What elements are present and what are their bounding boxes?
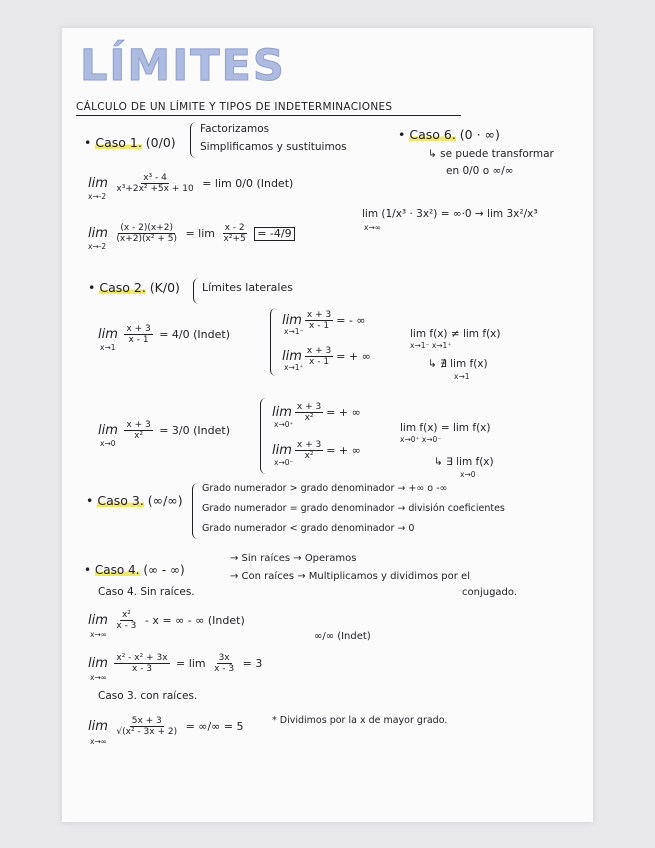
caso3b-note: * Dividimos por la x de mayor grado. xyxy=(272,715,448,726)
caso1-example-2-sub: x→-2 xyxy=(88,242,107,251)
caso3b-label: Caso 3. con raíces. xyxy=(98,690,198,702)
caso4-sin-raices: Caso 4. Sin raíces. xyxy=(98,586,195,598)
caso2-a-conclusion-sub: x→1 xyxy=(454,372,470,381)
caso3-heading: • Caso 3. (∞/∞) xyxy=(86,493,183,508)
caso2-a-compare-sub: x→1⁻ x→1⁺ xyxy=(410,341,452,350)
caso6-example: lim (1/x³ · 3x²) = ∞·0 → lim 3x²/x³ xyxy=(362,208,538,220)
caso1-option-1: Factorizamos xyxy=(200,123,270,135)
section-subtitle: CÁLCULO DE UN LÍMITE Y TIPOS DE INDETERMINACIONES xyxy=(76,101,393,113)
caso4-branch-2: → Con raíces → Multiplicamos y dividimos por el xyxy=(230,571,470,582)
caso2-a-compare: lim f(x) ≠ lim f(x) xyxy=(410,328,501,340)
caso2-example-a: lim $\frac{x + 3}{x - 1}$ = 4/0 (Indet) xyxy=(98,324,230,346)
caso4-branch-2-cont: conjugado. xyxy=(462,587,518,598)
caso2-b-compare: lim f(x) = lim f(x) xyxy=(400,422,491,434)
caso2-b-brace xyxy=(260,398,267,474)
caso1-brace xyxy=(190,122,197,158)
caso2-a-lateral-1: lim $\frac{x + 3}{x - 1}$ = - ∞ xyxy=(282,310,366,332)
caso4-indet-note: ∞/∞ (Indet) xyxy=(314,631,371,642)
caso2-b-lateral-2: lim $\frac{x + 3}{\text{x²}}$ = + ∞ xyxy=(272,440,361,462)
caso3b-example: lim $\frac{5x + 3}{\text{√(x² - 3x + 2)}}$ = ∞/∞ = 5 xyxy=(88,716,244,738)
caso6-example-sub: x→∞ xyxy=(364,223,381,232)
caso1-heading: • Caso 1. (0/0) xyxy=(84,135,176,150)
caso2-example-a-sub: x→1 xyxy=(100,343,116,352)
caso1-example-2: lim $\frac{(x - 2)(x+2)}{\text{(x+2)(x² + 5)}}$ = lim $\frac{x - 2}{\text{x²+5}}$ = -4/9 xyxy=(88,223,295,245)
caso2-b-conclusion: ↳ ∃ lim f(x) xyxy=(434,456,494,468)
caso2-a-lateral-2-sub: x→1⁺ xyxy=(284,363,304,372)
caso3b-example-sub: x→∞ xyxy=(90,737,107,746)
caso2-a-brace xyxy=(270,308,277,376)
caso2-a-conclusion: ↳ ∄ lim f(x) xyxy=(428,358,488,370)
caso4-branch-1: → Sin raíces → Operamos xyxy=(230,553,357,564)
caso4-example-1-sub: x→∞ xyxy=(90,630,107,639)
caso2-b-compare-sub: x→0⁺ x→0⁻ xyxy=(400,435,442,444)
caso1-example-1-sub: x→-2 xyxy=(88,192,107,201)
caso2-heading: • Caso 2. (K/0) xyxy=(88,280,180,295)
caso6-note-1: ↳ se puede transformar xyxy=(428,148,554,160)
caso2-a-lateral-2: lim $\frac{x + 3}{x - 1}$ = + ∞ xyxy=(282,346,371,368)
page-title: LÍMITES xyxy=(80,41,286,91)
caso6-note-2: en 0/0 o ∞/∞ xyxy=(446,165,514,177)
caso3-brace xyxy=(192,483,199,539)
caso4-example-2: lim $\frac{\text{x² - x² + 3x}}{x - 3}$ = lim $\frac{3x}{x - 3}$ = 3 xyxy=(88,653,263,675)
notebook-page xyxy=(62,28,593,822)
caso1-example-1: lim $\frac{\text{x³ - 4}}{\text{x³+2x² +5x + 10}}$ = lim 0/0 (Indet) xyxy=(88,173,294,195)
caso2-b-lateral-1-sub: x→0⁺ xyxy=(274,420,294,429)
caso3-rule-2: Grado numerador = grado denominador → división coeficientes xyxy=(202,503,505,514)
subtitle-underline xyxy=(76,115,461,116)
caso3-rule-3: Grado numerador < grado denominador → 0 xyxy=(202,523,415,534)
caso2-b-lateral-2-sub: x→0⁻ xyxy=(274,458,294,467)
caso4-example-2-sub: x→∞ xyxy=(90,673,107,682)
caso2-b-conclusion-sub: x→0 xyxy=(460,470,476,479)
caso2-option: Límites laterales xyxy=(202,281,293,294)
caso4-heading: • Caso 4. (∞ - ∞) xyxy=(84,563,185,577)
caso4-example-1: lim $\frac{\text{x²}}{x - 3}$ - x = ∞ - ∞ (Indet) xyxy=(88,610,245,632)
caso2-a-lateral-1-sub: x→1⁻ xyxy=(284,327,304,336)
caso2-example-b: lim $\frac{x + 3}{\text{x²}}$ = 3/0 (Indet) xyxy=(98,420,230,442)
caso6-heading: • Caso 6. (0 · ∞) xyxy=(398,127,500,142)
caso2-brace xyxy=(193,278,200,304)
caso2-example-b-sub: x→0 xyxy=(100,439,116,448)
caso3-rule-1: Grado numerador > grado denominador → +∞ o -∞ xyxy=(202,483,448,494)
caso1-option-2: Simplificamos y sustituimos xyxy=(200,141,347,153)
caso2-b-lateral-1: lim $\frac{x + 3}{\text{x²}}$ = + ∞ xyxy=(272,402,361,424)
